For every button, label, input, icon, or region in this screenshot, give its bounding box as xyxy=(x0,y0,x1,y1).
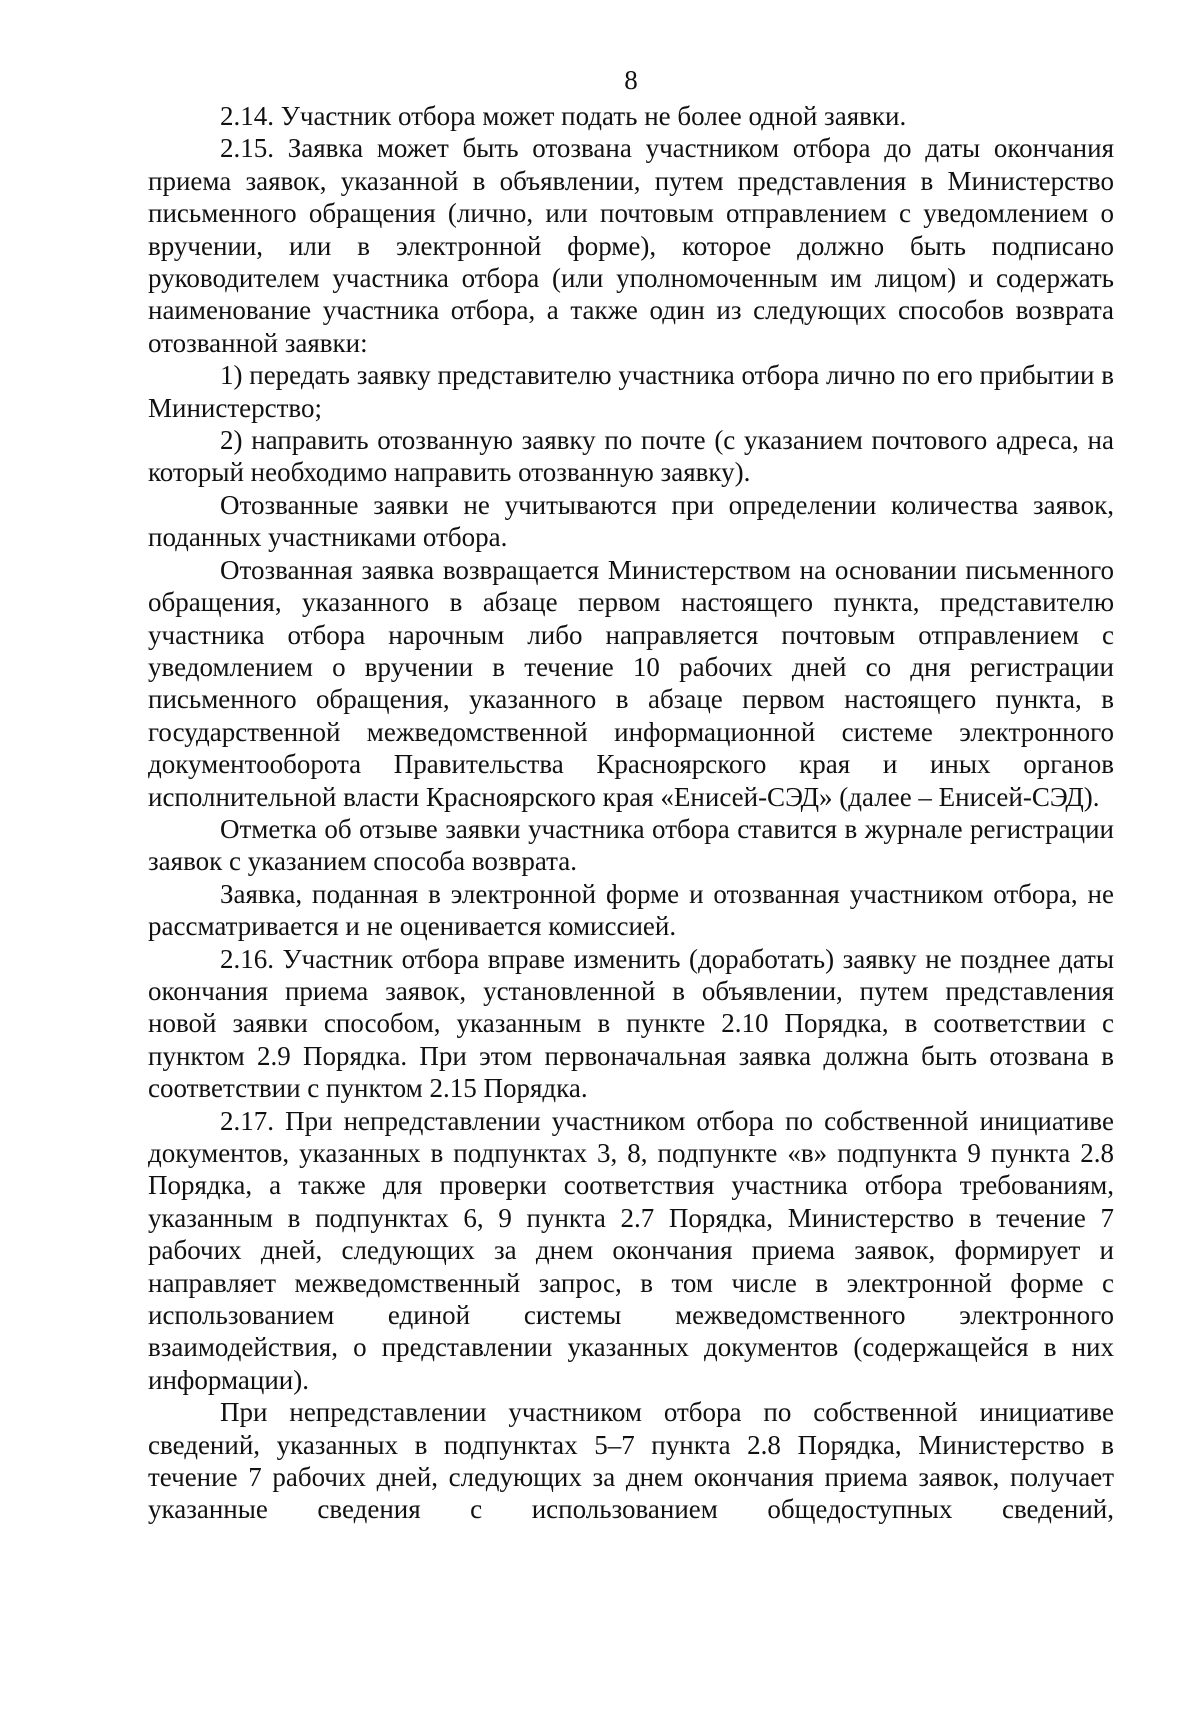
paragraph-withdrawn-not-counted: Отозванные заявки не учитываются при определении количества заявок, поданных участниками отбора. xyxy=(148,489,1114,553)
paragraph-continued: При непредставлении участником отбора по собственной инициативе сведений, указанных в подпунктах 5–7 пункта 2.8 Порядка, Министерство в течение 7 рабочих дней, следующих за днем окончания приема заявок, получает указанные сведения с использованием общедоступных сведений, xyxy=(148,1397,1114,1525)
paragraph-2-17: 2.17. При непредставлении участником отбора по собственной инициативе документов, указанных в подпунктах 3, 8, подпункте «в» подпункта 9 пункта 2.8 Порядка, а также для проверки соответствия участника отбора требованиям, указанным в подпунктах 6, 9 пункта 2.7 Порядка, Министерство в течение 7 рабочих дней, следующих за днем окончания приема заявок, формирует и направляет межведомственный запрос, в том числе в электронной форме с использованием единой системы межведомственного электронного взаимодействия, о представлении указанных документов (содержащейся в них информации). xyxy=(148,1105,1114,1395)
paragraph-withdrawal-mark: Отметка об отзыве заявки участника отбора ставится в журнале регистрации заявок с указанием способа возврата. xyxy=(148,813,1114,877)
paragraph-option-1: 1) передать заявку представителю участника отбора лично по его прибытии в Министерство; xyxy=(148,360,1114,423)
paragraph-2-16: 2.16. Участник отбора вправе изменить (доработать) заявку не позднее даты окончания приема заявок, установленной в объявлении, путем представления новой заявки способом, указанным в пункте 2.10 Порядка, в соответствии с пунктом 2.9 Порядка. При этом первоначальная заявка должна быть отозвана в соответствии с пунктом 2.15 Порядка. xyxy=(148,943,1114,1104)
paragraph-2-15: 2.15. Заявка может быть отозвана участником отбора до даты окончания приема заявок, указанной в объявлении, путем представления в Министерство письменного обращения (лично, или почтовым отправлением с уведомлением о вручении, или в электронной форме), которое должно быть подписано руководителем участника отбора (или уполномоченным им лицом) и содержать наименование участника отбора, а также один из следующих способов возврата отозванной заявки: xyxy=(148,133,1114,358)
paragraph-option-2: 2) направить отозванную заявку по почте (с указанием почтового адреса, на который необходимо направить отозванную заявку). xyxy=(148,425,1114,488)
paragraph-withdrawn-returned: Отозванная заявка возвращается Министерством на основании письменного обращения, указанного в абзаце первом настоящего пункта, представителю участника отбора нарочным либо направляется почтовым отправлением с уведомлением о вручении в течение 10 рабочих дней со дня регистрации письменного обращения, указанного в абзаце первом настоящего пункта, в государственной межведомственной информационной системе электронного документооборота Правительства Красноярского края и иных органов исполнительной власти Красноярского края «Енисей-СЭД» (далее – Енисей-СЭД). xyxy=(148,554,1114,812)
paragraph-electronic-withdrawn: Заявка, поданная в электронной форме и отозванная участником отбора, не рассматривается и не оценивается комиссией. xyxy=(148,878,1114,942)
document-page xyxy=(148,64,1114,1526)
page-number: 8 xyxy=(624,65,638,95)
paragraph-2-14: 2.14. Участник отбора может подать не более одной заявки. xyxy=(220,101,907,131)
